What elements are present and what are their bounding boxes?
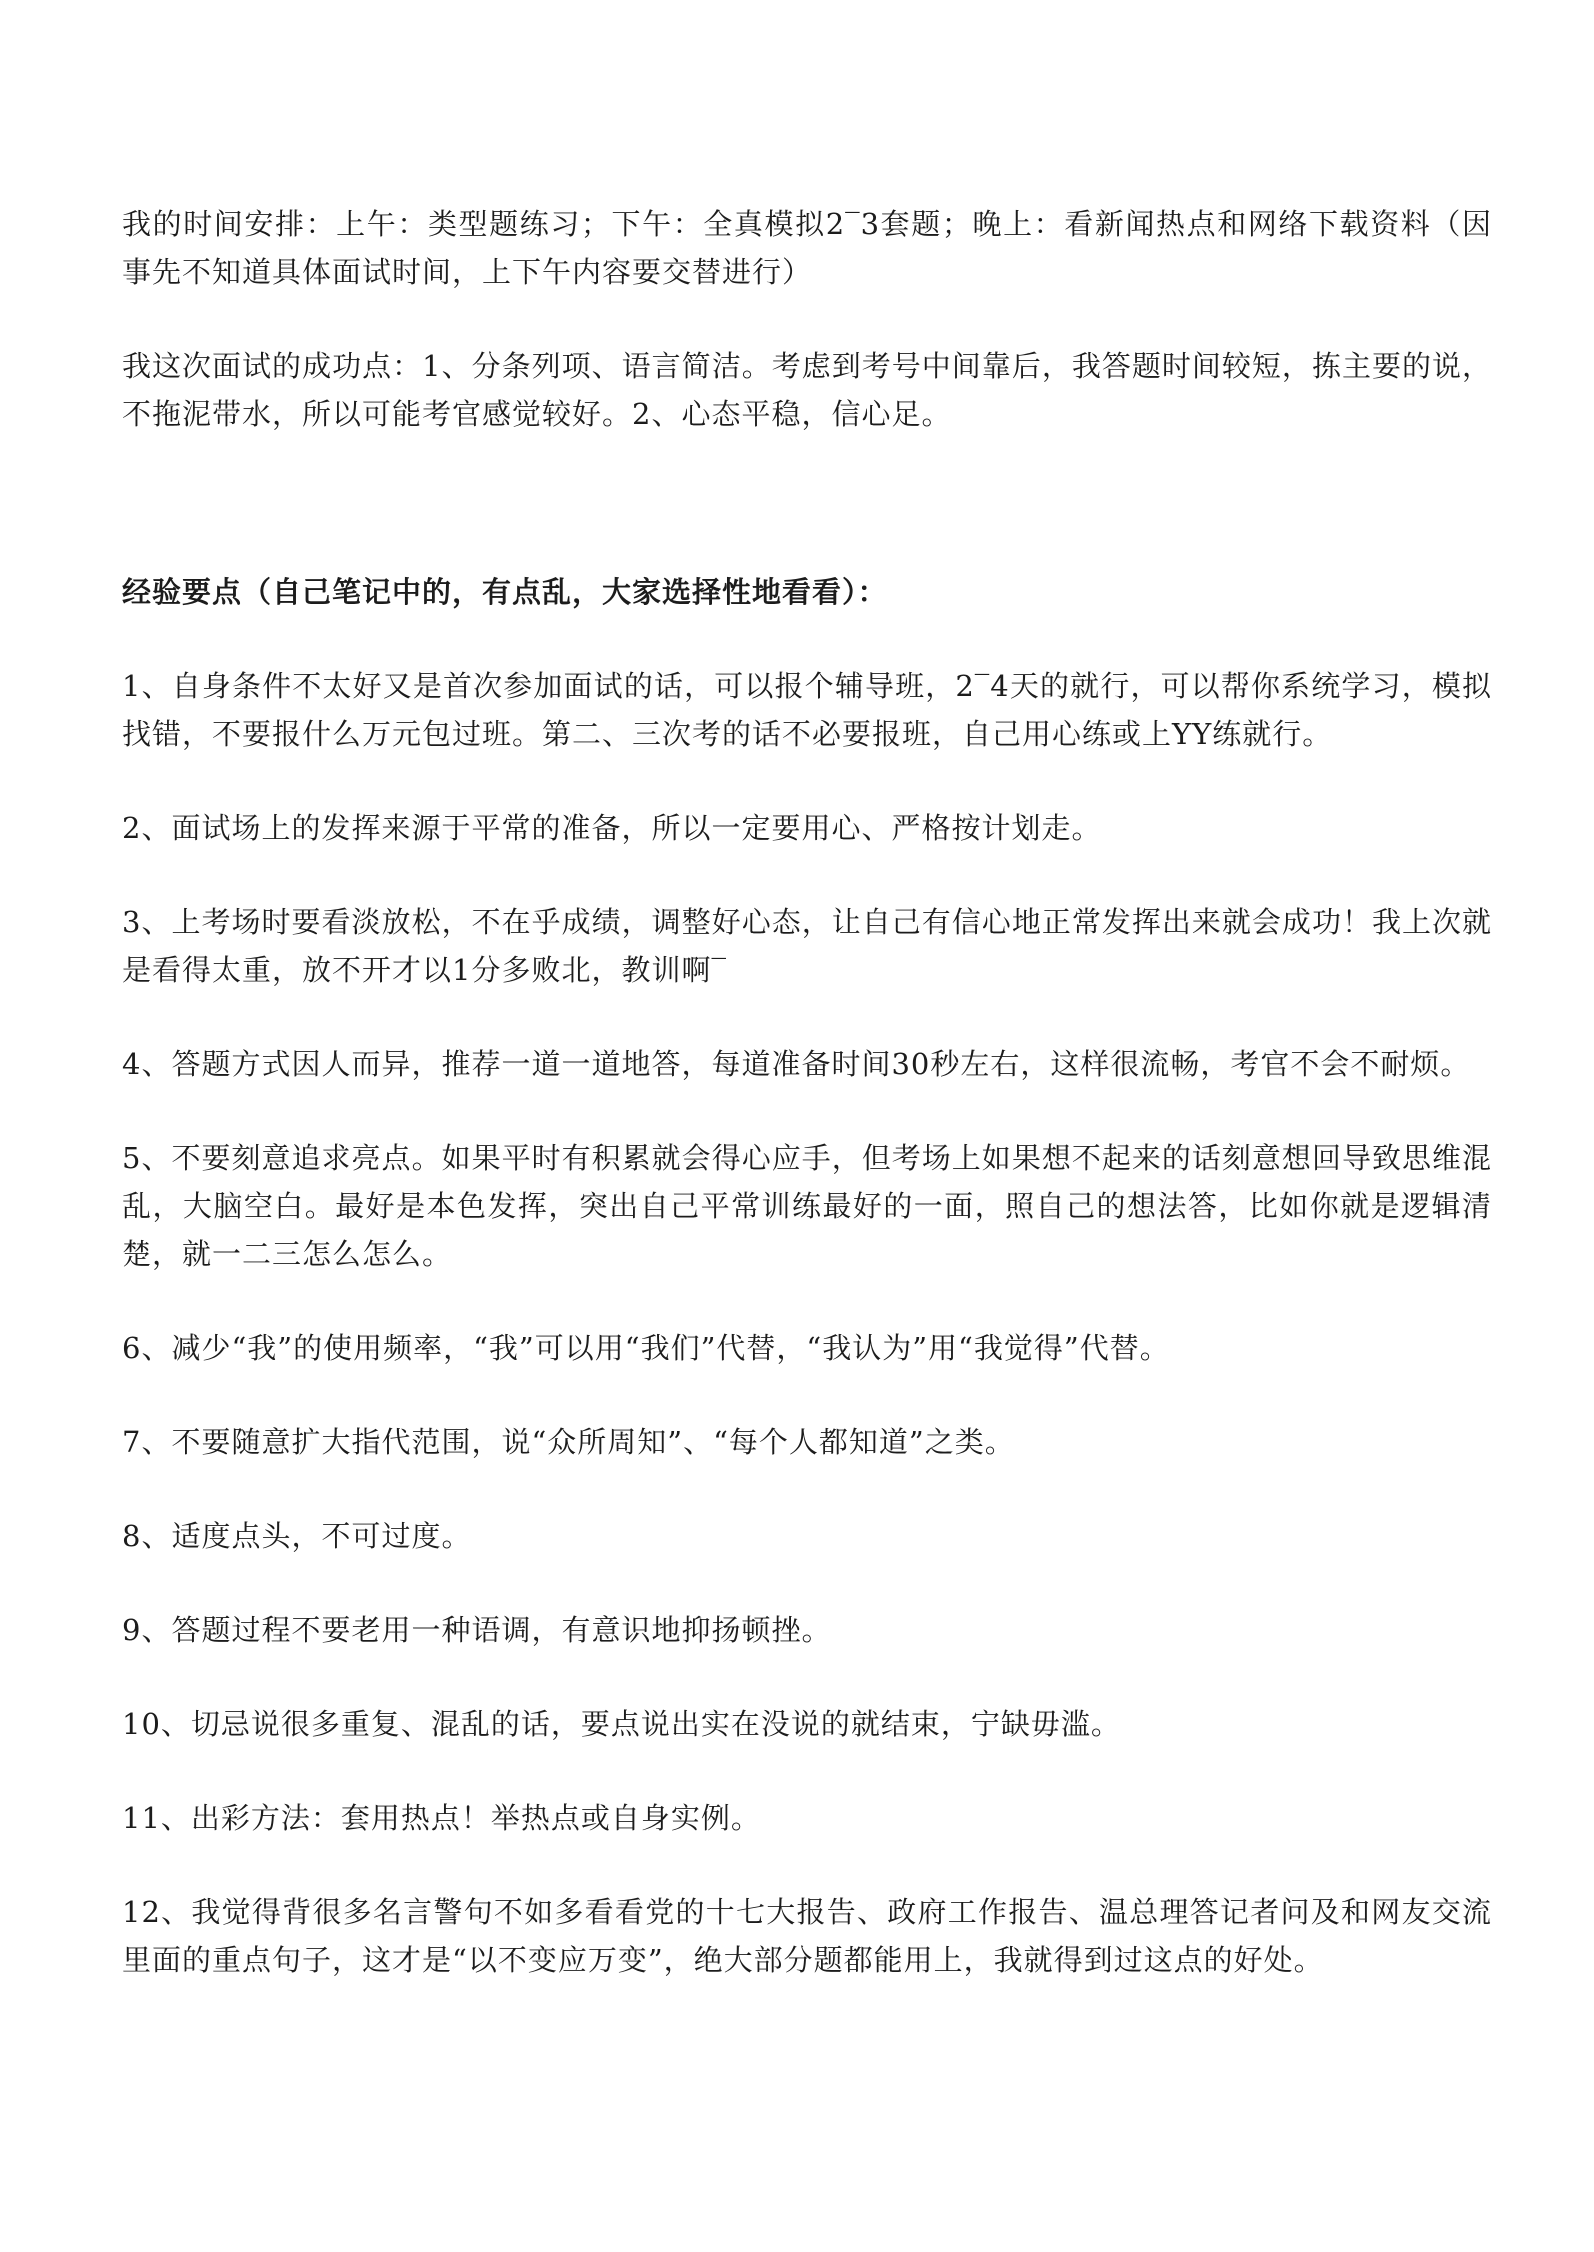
list-item-1: 1、自身条件不太好又是首次参加面试的话，可以报个辅导班，2‾4天的就行，可以帮你系统学习，模拟找错，不要报什么万元包过班。第二、三次考的话不必要报班，自己用心练或上YY练就行。 — [122, 669, 1492, 751]
section-heading: 经验要点（自己笔记中的，有点乱，大家选择性地看看）： — [122, 575, 888, 609]
paragraph-spacer — [122, 758, 1492, 804]
paragraph-spacer — [122, 1654, 1492, 1700]
list-item-2: 2、面试场上的发挥来源于平常的准备，所以一定要用心、严格按计划走。 — [122, 811, 1102, 845]
list-item-7: 7、不要随意扩大指代范围，说“众所周知”、“每个人都知道”之类。 — [122, 1425, 1015, 1459]
paragraph-spacer — [122, 1278, 1492, 1324]
paragraph-spacer — [122, 1372, 1492, 1418]
list-item-9: 9、答题过程不要老用一种语调，有意识地抑扬顿挫。 — [122, 1613, 832, 1647]
list-item-5: 5、不要刻意追求亮点。如果平时有积累就会得心应手，但考场上如果想不起来的话刻意想回导致思维混乱，大脑空白。最好是本色发挥，突出自己平常训练最好的一面，照自己的想法答，比如你就是逻辑清楚，就一二三怎么怎么。 — [122, 1141, 1492, 1271]
paragraph-spacer — [122, 616, 1492, 662]
success-points-paragraph: 我这次面试的成功点：1、分条列项、语言简洁。考虑到考号中间靠后，我答题时间较短，拣主要的说，不拖泥带水，所以可能考官感觉较好。2、心态平稳，信心足。 — [122, 349, 1492, 431]
list-item-10: 10、切忌说很多重复、混乱的话，要点说出实在没说的就结束，宁缺毋滥。 — [122, 1707, 1121, 1741]
schedule-paragraph: 我的时间安排：上午：类型题练习；下午：全真模拟2‾3套题；晚上：看新闻热点和网络下载资料（因事先不知道具体面试时间，上下午内容要交替进行） — [122, 207, 1492, 289]
list-item-12: 12、我觉得背很多名言警句不如多看看党的十七大报告、政府工作报告、温总理答记者问及和网友交流里面的重点句子，这才是“以不变应万变”，绝大部分题都能用上，我就得到过这点的好处。 — [122, 1895, 1492, 1977]
list-item-11: 11、出彩方法：套用热点！举热点或自身实例。 — [122, 1801, 761, 1835]
paragraph-spacer — [122, 1088, 1492, 1134]
list-item-6: 6、减少“我”的使用频率，“我”可以用“我们”代替，“我认为”用“我觉得”代替。 — [122, 1331, 1170, 1365]
paragraph-spacer — [122, 994, 1492, 1040]
list-item-8: 8、适度点头，不可过度。 — [122, 1519, 472, 1553]
paragraph-spacer — [122, 852, 1492, 898]
section-spacer — [122, 438, 1492, 568]
list-item-4: 4、答题方式因人而异，推荐一道一道地答，每道准备时间30秒左右，这样很流畅，考官不会不耐烦。 — [122, 1047, 1471, 1081]
document-body — [122, 200, 1492, 1984]
list-item-3: 3、上考场时要看淡放松，不在乎成绩，调整好心态，让自己有信心地正常发挥出来就会成功！我上次就是看得太重，放不开才以1分多败北，教训啊‾ — [122, 905, 1492, 987]
paragraph-spacer — [122, 1842, 1492, 1888]
paragraph-spacer — [122, 1560, 1492, 1606]
paragraph-spacer — [122, 1748, 1492, 1794]
paragraph-spacer — [122, 296, 1492, 342]
paragraph-spacer — [122, 1466, 1492, 1512]
